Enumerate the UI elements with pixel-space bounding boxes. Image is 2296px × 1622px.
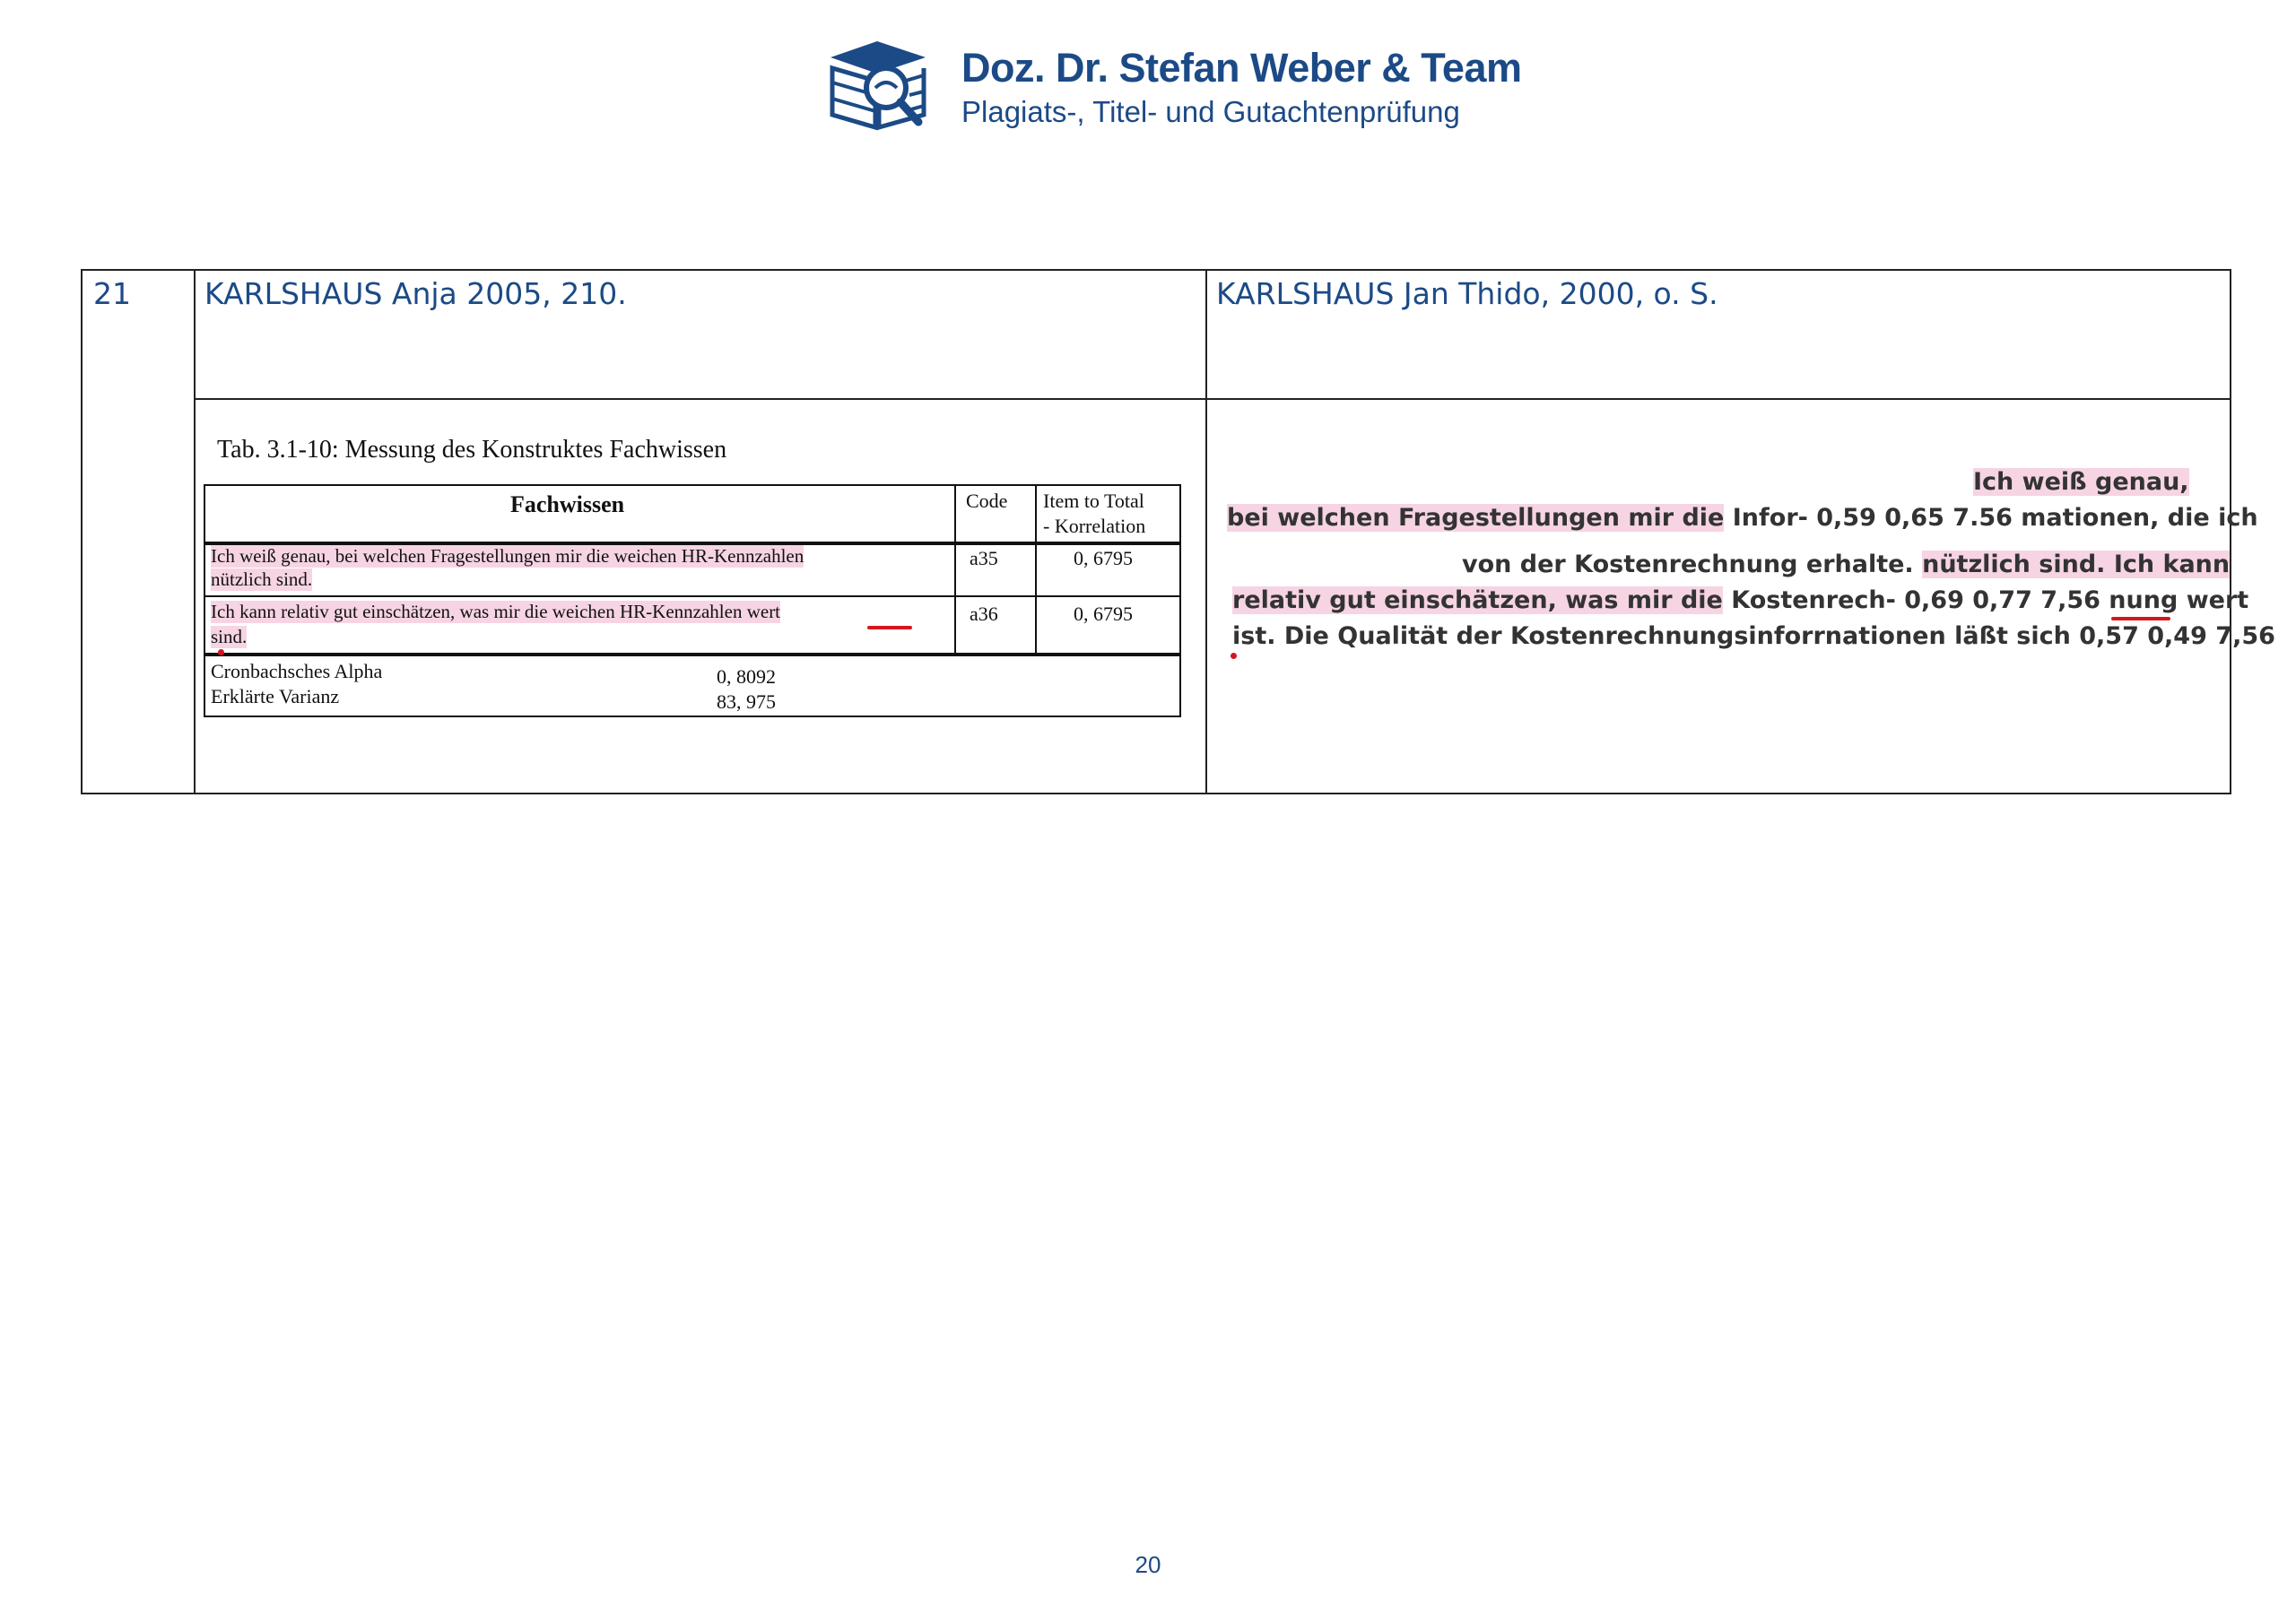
row-number: 21 bbox=[93, 276, 131, 311]
scan-alpha-label: Cronbachsches Alpha bbox=[211, 660, 383, 682]
scan-row1-text2: nützlich sind. bbox=[211, 568, 313, 590]
book-magnifier-logo-icon bbox=[825, 38, 935, 131]
left-source-citation: KARLSHAUS Anja 2005, 210. bbox=[204, 276, 627, 311]
scan-header-item-total: Item to Total bbox=[1043, 490, 1144, 512]
comparison-table bbox=[81, 269, 2275, 794]
scan-row2-value: 0, 6795 bbox=[1074, 603, 1133, 625]
scan-row2-text: Ich kann relativ gut einschätzen, was mir die weichen HR-Kennzahlen wert bbox=[211, 601, 781, 622]
scanned-table-excerpt bbox=[199, 436, 1195, 800]
mark-underline bbox=[2111, 617, 2170, 620]
right-source-citation: KARLSHAUS Jan Thido, 2000, o. S. bbox=[1216, 276, 1718, 311]
source-line-2: bei welchen Fragestellungen mir die Infor- 0,59 0,65 7.56 mationen, die ich bbox=[1227, 504, 2258, 532]
page-header bbox=[825, 34, 1522, 142]
scan-caption: Tab. 3.1-10: Messung des Konstruktes Fachwissen bbox=[217, 436, 727, 464]
mark-dot bbox=[218, 649, 224, 655]
scan-row1-value: 0, 6795 bbox=[1074, 547, 1133, 569]
scan-row2-code: a36 bbox=[970, 603, 998, 625]
scan-variance-label: Erklärte Varianz bbox=[211, 685, 340, 707]
scan-variance-value: 83, 975 bbox=[717, 690, 776, 713]
source-line-5: ist. Die Qualität der Kostenrechnungsinforrnationen läßt sich 0,57 0,49 7,56 bbox=[1232, 622, 2275, 650]
source-line-3: von der Kostenrechnung erhalte. nützlich sind. Ich kann bbox=[1462, 551, 2231, 578]
scan-alpha-value: 0, 8092 bbox=[717, 665, 776, 688]
table-divider bbox=[1205, 271, 1207, 794]
scan-row1-text: Ich weiß genau, bei welchen Fragestellungen mir die weichen HR-Kennzahlen bbox=[211, 545, 804, 567]
scan-row1-code: a35 bbox=[970, 547, 998, 569]
scan-row2-text2: sind. bbox=[211, 626, 248, 647]
mark-dot bbox=[1231, 653, 1237, 659]
scan-table bbox=[204, 484, 1181, 717]
mark-underline bbox=[867, 626, 912, 629]
brand-subtitle: Plagiats-, Titel- und Gutachtenprüfung bbox=[961, 95, 1460, 128]
brand-title: Doz. Dr. Stefan Weber & Team bbox=[961, 45, 1522, 91]
source-line-4: relativ gut einschätzen, was mir die Kostenrech- 0,69 0,77 7,56 nung wert bbox=[1232, 586, 2249, 614]
table-divider bbox=[194, 398, 2231, 400]
scan-header-code: Code bbox=[966, 490, 1008, 512]
scan-header-fachwissen: Fachwissen bbox=[510, 491, 625, 517]
source-line-1: Ich weiß genau, bbox=[1973, 468, 2189, 496]
scan-header-korrelation: - Korrelation bbox=[1043, 515, 1146, 537]
page-number: 20 bbox=[1135, 1551, 1161, 1578]
table-divider bbox=[194, 271, 196, 794]
